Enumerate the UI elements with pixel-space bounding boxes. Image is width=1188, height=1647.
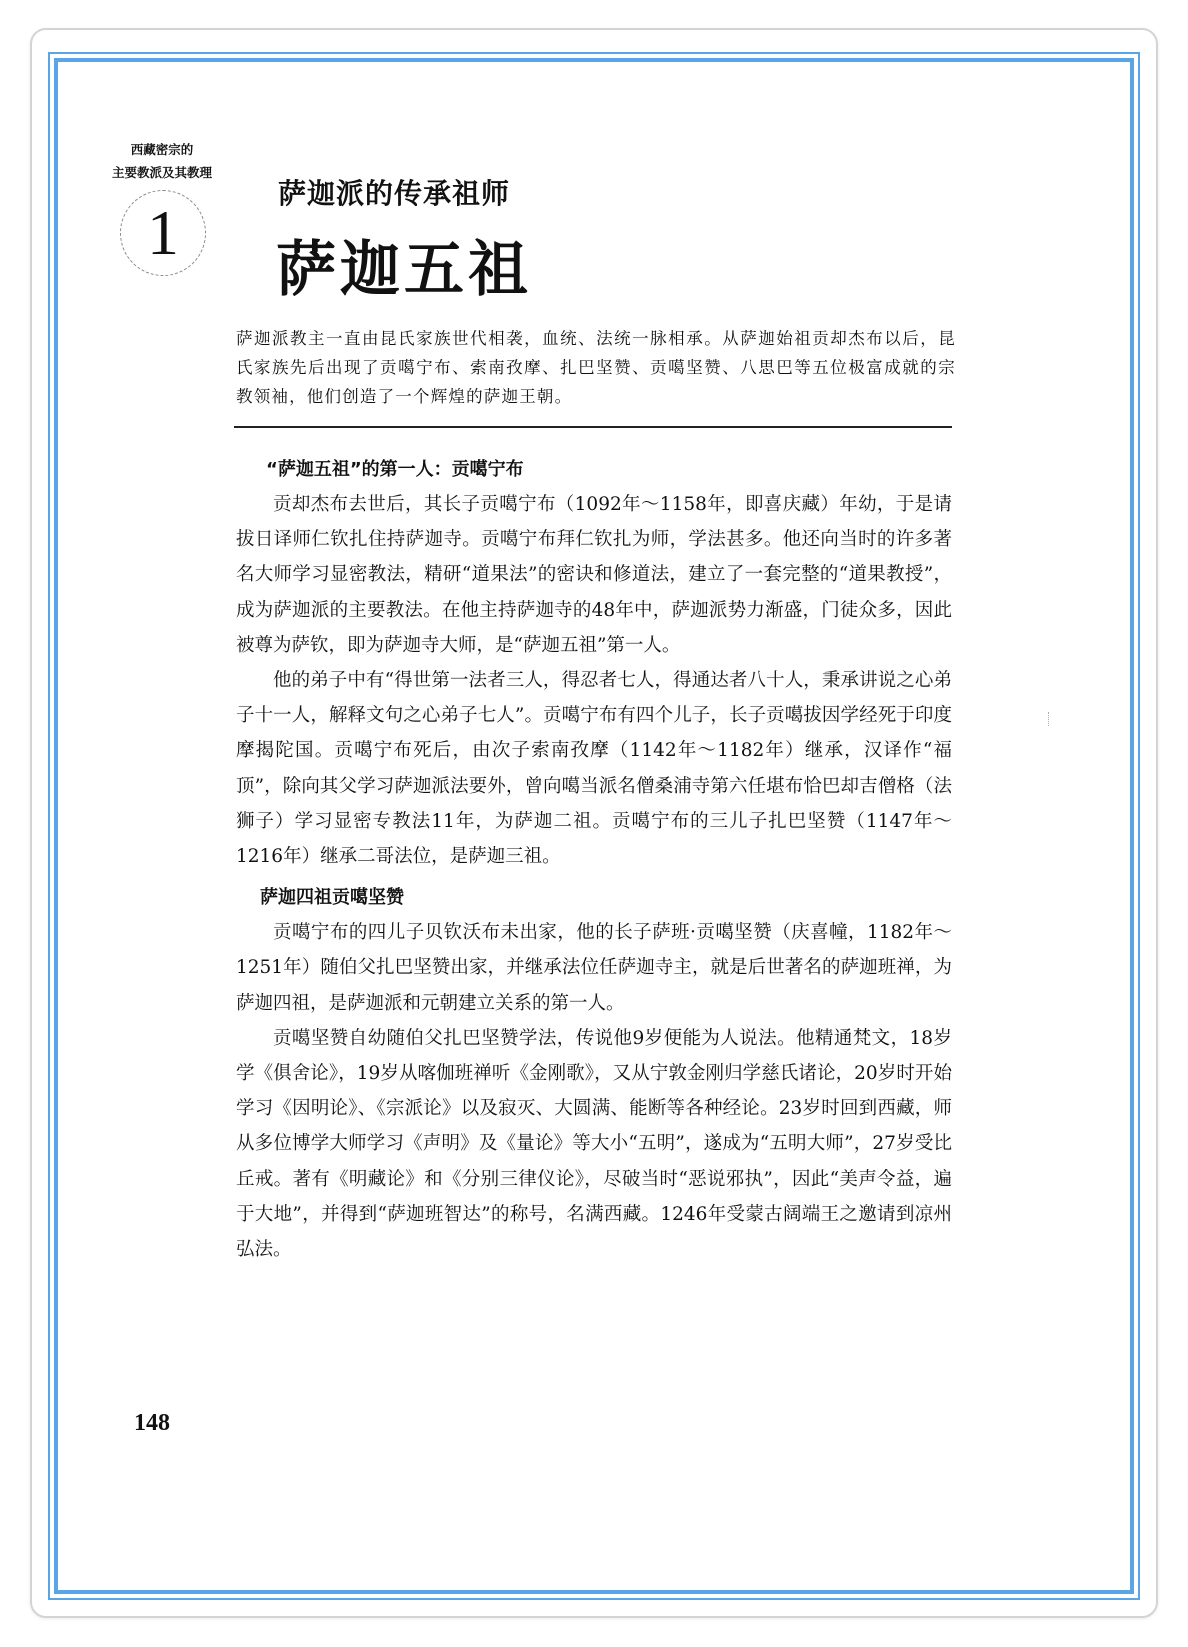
divider-rule xyxy=(234,426,952,428)
article-title: 萨迦五祖 xyxy=(276,235,532,305)
article-intro: 萨迦派教主一直由昆氏家族世代相袭，血统、法统一脉相承。从萨迦始祖贡却杰布以后，昆氏家族先后出现了贡噶宁布、索南孜摩、扎巴坚赞、贡噶坚赞、八思巴等五位极富成就的宗教领袖，他们创造了一个辉煌的萨迦王朝。 xyxy=(236,329,956,406)
paragraph: 贡却杰布去世后，其长子贡噶宁布（1092年～1158年，即喜庆藏）年幼，于是请拔日译师仁钦扎住持萨迦寺。贡噶宁布拜仁钦扎为师，学法甚多。他还向当时的许多著名大师学习显密教法，精研“道果法”的密诀和修道法，建立了一套完整的“道果教授”，成为萨迦派的主要教法。在他主持萨迦寺的48年中，萨迦派势力渐盛，门徒众多，因此被尊为萨钦，即为萨迦寺大师，是“萨迦五祖”第一人。 xyxy=(236,494,952,656)
book-series-label xyxy=(100,138,224,184)
chapter-number: 1 xyxy=(147,197,179,268)
article-subtitle: 萨迦派的传承祖师 xyxy=(278,177,511,210)
article-body xyxy=(236,452,952,1267)
section-heading: “萨迦五祖”的第一人：贡噶宁布 xyxy=(266,459,524,480)
scan-speck xyxy=(1048,712,1051,726)
paragraph: 贡噶宁布的四儿子贝钦沃布未出家，他的长子萨班·贡噶坚赞（庆喜幢，1182年～1251年）随伯父扎巴坚赞出家，并继承法位任萨迦寺主，就是后世著名的萨迦班禅，为萨迦四祖，是萨迦派和元朝建立关系的第一人。 xyxy=(236,922,952,1014)
chapter-number-badge xyxy=(120,190,206,276)
paragraph: 贡噶坚赞自幼随伯父扎巴坚赞学法，传说他9岁便能为人说法。他精通梵文，18岁学《俱舍论》，19岁从喀伽班禅听《金刚歌》，又从宁敦金刚归学慈氏诸论，20岁时开始学习《因明论》、《宗派论》以及寂灭、大圆满、能断等各种经论。23岁时回到西藏，师从多位博学大师学习《声明》及《量论》等大小“五明”，遂成为“五明大师”，27岁受比丘戒。著有《明藏论》和《分别三律仪论》，尽破当时“恶说邪执”，因此“美声令益，遍于大地”，并得到“萨迦班智达”的称号，名满西藏。1246年受蒙古阔端王之邀请到凉州弘法。 xyxy=(236,1027,952,1261)
series-line-2: 主要教派及其教理 xyxy=(111,165,212,180)
series-line-1: 西藏密宗的 xyxy=(130,142,194,157)
page-number: 148 xyxy=(134,1410,170,1436)
section-heading: 萨迦四祖贡噶坚赞 xyxy=(260,887,404,909)
paragraph: 他的弟子中有“得世第一法者三人，得忍者七人，得通达者八十人，秉承讲说之心弟子十一人，解释文句之心弟子七人”。贡噶宁布有四个儿子，长子贡噶拔因学经死于印度摩揭陀国。贡噶宁布死后，由次子索南孜摩（1142年～1182年）继承，汉译作“福顶”，除向其父学习萨迦派法要外，曾向噶当派名僧桑浦寺第六任堪布恰巴却吉僧格（法狮子）学习显密专教法11年，为萨迦二祖。贡噶宁布的三儿子扎巴坚赞（1147年～1216年）继承二哥法位，是萨迦三祖。 xyxy=(236,670,952,868)
